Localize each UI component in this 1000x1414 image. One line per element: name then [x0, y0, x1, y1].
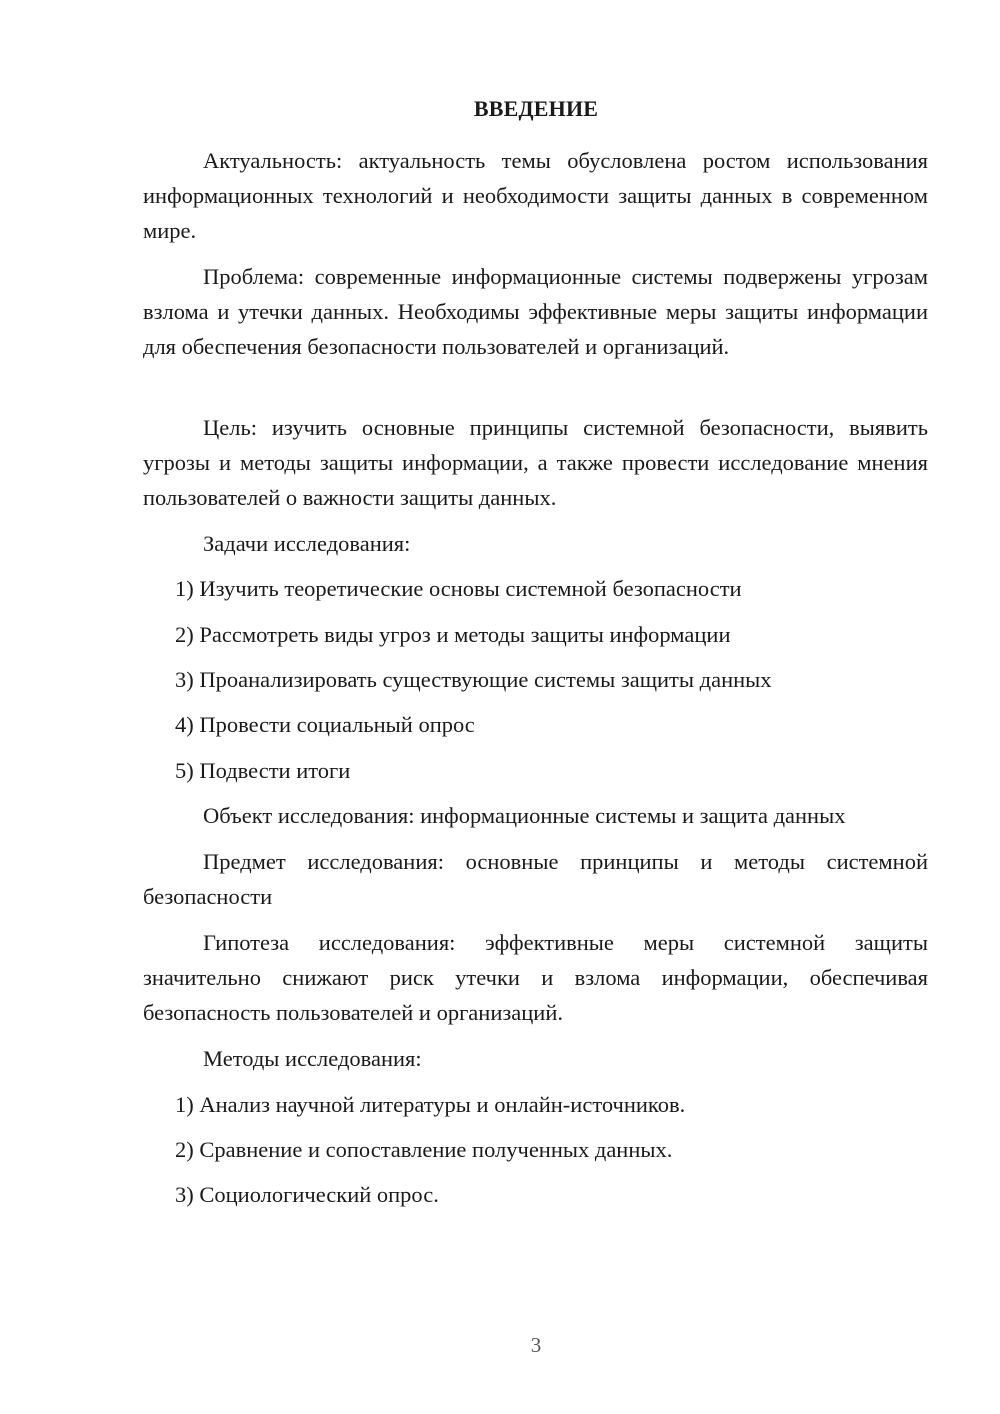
subject-paragraph: Предмет исследования: основные принципы и методы системной безопасности [143, 849, 928, 909]
task-item: 2) Рассмотреть виды угроз и методы защиты информации [175, 622, 731, 647]
object-line: Объект исследования: информационные системы и защита данных [203, 803, 846, 828]
task-item: 1) Изучить теоретические основы системной безопасности [175, 576, 742, 601]
method-item: 2) Сравнение и сопоставление полученных данных. [175, 1137, 673, 1162]
section-heading: ВВЕДЕНИЕ [473, 96, 599, 121]
hypothesis-paragraph: Гипотеза исследования: эффективные меры системной защиты значительно снижают риск утечки и взлома информации, обеспечивая безопасность пользователей и организаций. [143, 930, 928, 1025]
page-number: 3 [530, 1333, 542, 1357]
method-item: 1) Анализ научной литературы и онлайн-источников. [175, 1092, 686, 1117]
task-item: 3) Проанализировать существующие системы защиты данных [175, 667, 772, 692]
tasks-heading: Задачи исследования: [203, 531, 411, 556]
method-item: 3) Социологический опрос. [175, 1182, 439, 1207]
task-item: 4) Провести социальный опрос [175, 712, 475, 737]
methods-heading: Методы исследования: [203, 1046, 422, 1071]
task-item: 5) Подвести итоги [175, 758, 351, 783]
relevance-paragraph: Актуальность: актуальность темы обусловлена ростом использования информационных технологий и необходимости защиты данных в современном мире. [143, 148, 928, 243]
goal-paragraph: Цель: изучить основные принципы системной безопасности, выявить угрозы и методы защиты информации, а также провести исследование мнения пользователей о важности защиты данных. [143, 415, 928, 510]
problem-paragraph: Проблема: современные информационные системы подвержены угрозам взлома и утечки данных. Необходимы эффективные меры защиты информации для обеспечения безопасности пользователей и организаций. [143, 264, 928, 359]
